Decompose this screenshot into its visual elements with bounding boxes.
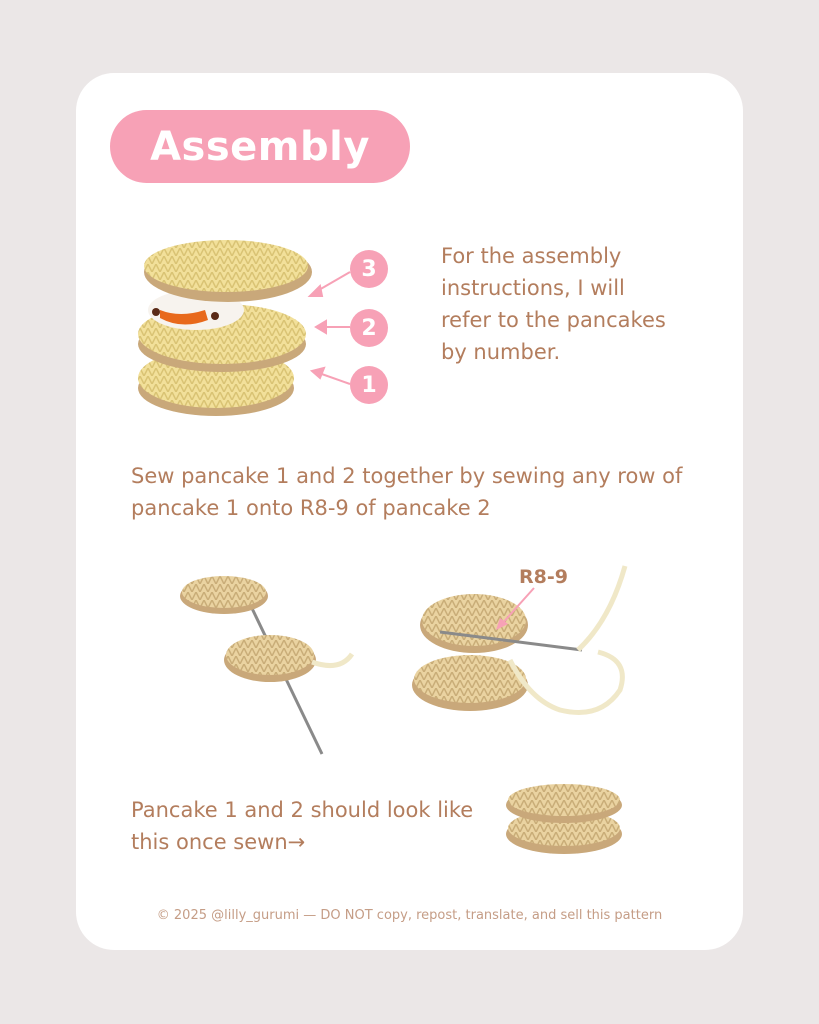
row-label: R8-9 <box>519 566 568 588</box>
callout-arrows <box>310 272 350 384</box>
step2-text: Pancake 1 and 2 should look like this once sewn→ <box>131 798 474 854</box>
sewing-diagram-left <box>180 576 352 754</box>
intro-text: For the assembly instructions, I will refer to the pancakes by number. <box>441 244 666 364</box>
callout-badge-1: 1 <box>350 366 388 404</box>
sewn-result-photo <box>506 784 622 854</box>
callout-badge-3: 3 <box>350 250 388 288</box>
step1-text: Sew pancake 1 and 2 together by sewing any row of pancake 1 onto R8-9 of pancake 2 <box>131 464 683 520</box>
callout-badge-2: 2 <box>350 309 388 347</box>
copyright-footer: © 2025 @lilly_gurumi — DO NOT copy, repost, translate, and sell this pattern <box>156 908 663 923</box>
pancake-stack-photo <box>138 240 312 416</box>
page-title: Assembly <box>150 123 370 170</box>
